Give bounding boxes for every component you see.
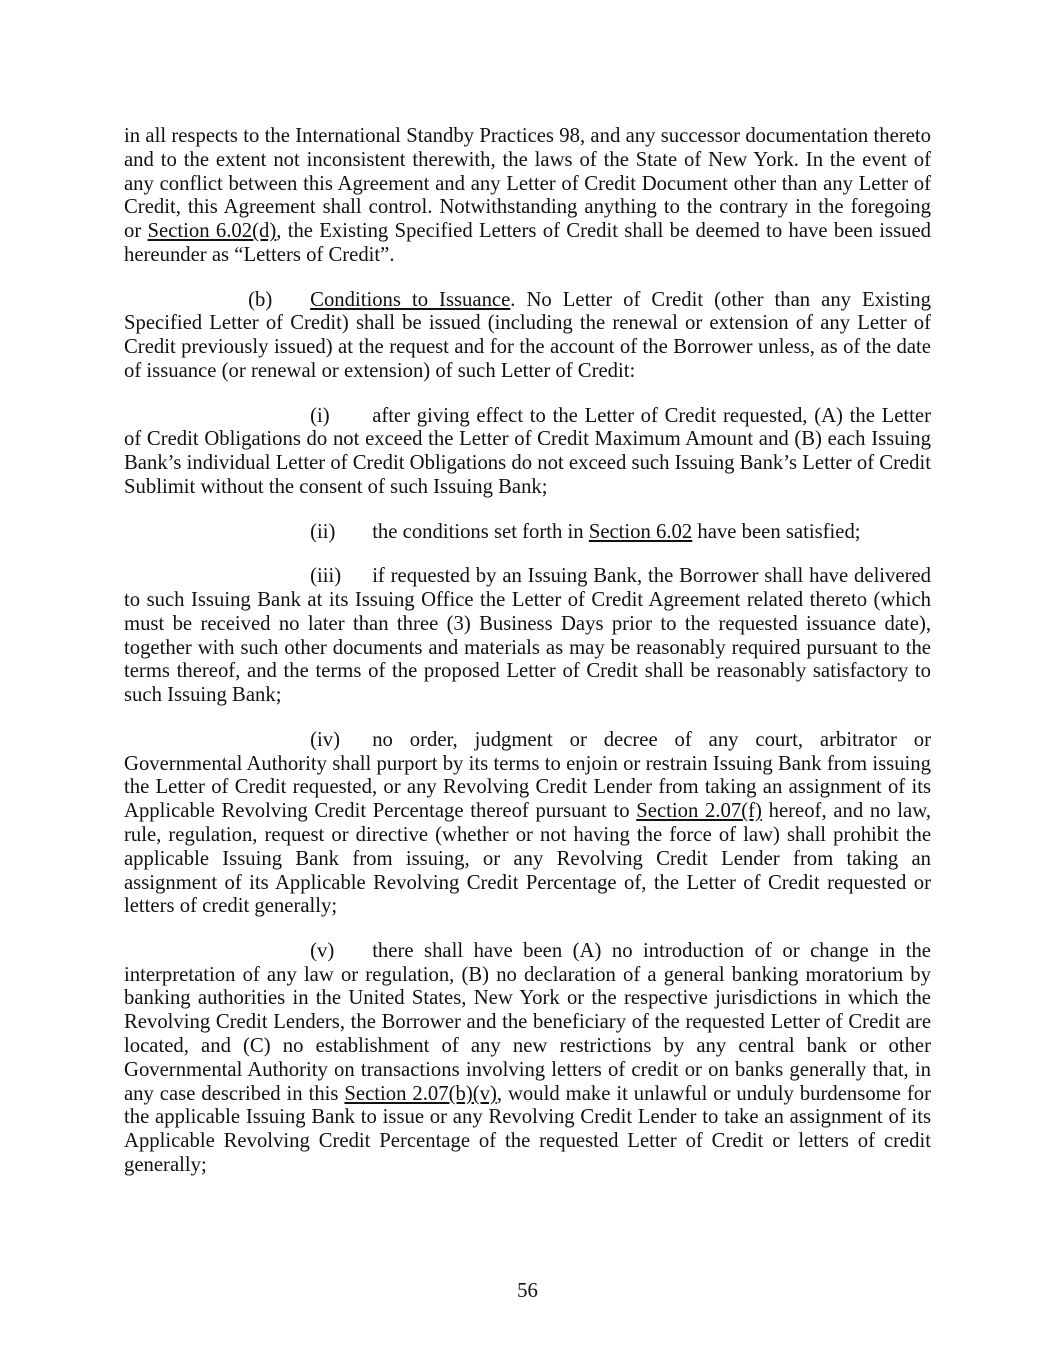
text-segment: after giving effect to the Letter of Credit requested, (A) the Letter of Credit Obligations do not exceed the Letter of Credit Maximum Amount and (B) each Issuing Bank’s individual Letter of Credit Obligations do not exceed such Issuing Bank’s Letter of Credit Sublimit without the consent of such Issuing Bank;: [124, 404, 931, 498]
paragraph-label: (v): [310, 939, 335, 962]
text-segment: the conditions set forth in: [372, 520, 589, 543]
text-segment: , would make it unlawful or unduly burdensome for the applicable Issuing Bank to issue or any Revolving Credit Lender to take an assignment of its Applicable Revolving Credit Percentage of the requested Letter of Credit or letters of credit generally;: [124, 1082, 931, 1177]
document-body: [124, 125, 931, 1199]
paragraph: [124, 405, 931, 500]
paragraph: [124, 729, 931, 919]
section-reference: Section 6.02(d): [147, 220, 277, 243]
section-reference: Conditions to Issuance: [310, 288, 511, 311]
section-reference: Section 2.07(f): [636, 800, 762, 823]
paragraph-label: (b): [248, 288, 273, 311]
text-segment: hereof, and no law, rule, regulation, request or directive (whether or not having the force of law) shall prohibit the applicable Issuing Bank from issuing, or any Revolving Credit Lender from taking an assignment of its Applicable Revolving Credit Percentage of, the Letter of Credit requested or letters of credit generally;: [124, 800, 931, 918]
page-number: 56: [517, 1280, 538, 1302]
paragraph-label: (iii): [310, 565, 342, 588]
section-reference: Section 2.07(b)(v): [344, 1082, 497, 1105]
paragraph: [124, 521, 931, 545]
paragraph: [124, 289, 931, 384]
paragraph-label: (iv): [310, 728, 341, 751]
section-reference: Section 6.02: [588, 520, 693, 543]
text-segment: there shall have been (A) no introduction of or change in the interpretation of any law or regulation, (B) no declaration of a general banking moratorium by banking authorities in the United States, New York or the respective jurisdictions in which the Revolving Credit Lenders, the Borrower and the beneficiary of the requested Letter of Credit are located, and (C) no establishment of any new restrictions by any central bank or other Governmental Authority on transactions involving letters of credit or on banks generally that, in any case described in this: [124, 939, 931, 1105]
text-segment: have been satisfied;: [692, 520, 861, 543]
paragraph: [124, 565, 931, 708]
text-segment: no order, judgment or decree of any court, arbitrator or Governmental Authority shall purport by its terms to enjoin or restrain Issuing Bank from issuing the Letter of Credit requested, or any Revolving Credit Lender from taking an assignment of its Applicable Revolving Credit Percentage thereof pursuant to: [124, 728, 931, 823]
text-segment: if requested by an Issuing Bank, the Borrower shall have delivered to such Issuing Bank at its Issuing Office the Letter of Credit Agreement related thereto (which must be received no later than three (3) Business Days prior to the requested issuance date), together with such other documents and materials as may be reasonably required pursuant to the terms thereof, and the terms of the proposed Letter of Credit shall be reasonably satisfactory to such Issuing Bank;: [124, 565, 931, 707]
text-segment: , the Existing Specified Letters of Credit shall be deemed to have been issued hereunder as “Letters of Credit”.: [124, 220, 931, 266]
paragraph-label: (ii): [310, 520, 336, 543]
paragraph: [124, 940, 931, 1178]
text-segment: in all respects to the International Standby Practices 98, and any successor documentation thereto and to the extent not inconsistent therewith, the laws of the State of New York. In the event of any conflict between this Agreement and any Letter of Credit Document other than any Letter of Credit, this Agreement shall control. Notwithstanding anything to the contrary in the foregoing or: [124, 125, 931, 243]
text-segment: . No Letter of Credit (other than any Existing Specified Letter of Credit) shall be issued (including the renewal or extension of any Letter of Credit previously issued) at the request and for the account of the Borrower unless, as of the date of issuance (or renewal or extension) of such Letter of Credit:: [124, 288, 931, 382]
paragraph: [124, 125, 931, 268]
paragraph-label: (i): [310, 404, 330, 427]
